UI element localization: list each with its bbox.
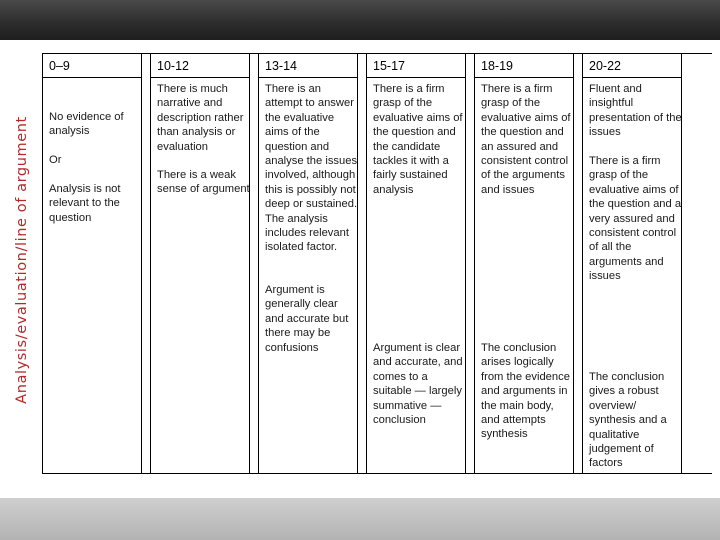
column-20-22 [582, 54, 682, 473]
criterion-text: Analysis is not relevant to the question [49, 183, 121, 224]
column-0-9 [42, 54, 142, 473]
header-divider [259, 77, 357, 78]
bottom-banner [0, 498, 720, 540]
header-divider [475, 77, 573, 78]
criterion-text: There is much narrative and description rather than analysis or evaluation [157, 83, 244, 153]
criterion-text: No evidence of analysis [49, 111, 124, 138]
column-header: 20-22 [589, 59, 621, 73]
header-divider [583, 77, 681, 78]
criterion-text: There is a firm grasp of the evaluative aims of the question and a very assured and consistent control of all the arguments and issues [589, 155, 682, 283]
mark-scheme-table [42, 53, 712, 474]
header-divider [367, 77, 465, 78]
column-header: 10-12 [157, 59, 189, 73]
criterion-text: There is a firm grasp of the evaluative aims of the question and the candidate tackles it with a fairly sustained analysis [373, 83, 463, 196]
criterion-text: There is a firm grasp of the evaluative aims of the question and an assured and consistent control of the arguments and issues [481, 83, 571, 196]
column-header: 13-14 [265, 59, 297, 73]
header-divider [43, 77, 141, 78]
column-header: 18-19 [481, 59, 513, 73]
column-18-19 [474, 54, 574, 473]
column-header: 0–9 [49, 59, 70, 73]
criterion-text: Argument is generally clear and accurate but there may be confusions [265, 284, 349, 354]
criterion-text: The conclusion arises logically from the evidence and arguments in the main body, and attempts synthesis [481, 342, 570, 441]
criterion-text: Fluent and insightful presentation of the issues [589, 83, 682, 139]
header-divider [151, 77, 249, 78]
column-15-17 [366, 54, 466, 473]
column-header: 15-17 [373, 59, 405, 73]
column-13-14 [258, 54, 358, 473]
column-10-12 [150, 54, 250, 473]
criterion-text: Argument is clear and accurate, and comes to a suitable — largely summative — conclusion [373, 342, 463, 427]
criterion-text: There is a weak sense of argument [157, 169, 250, 196]
row-label: Analysis/evaluation/line of argument [14, 116, 30, 404]
top-banner [0, 0, 720, 40]
criterion-text: Or [49, 154, 62, 166]
criterion-text: The conclusion gives a robust overview/ synthesis and a qualitative judgement of factors [589, 371, 667, 470]
criterion-text: There is an attempt to answer the evaluative aims of the question and analyse the issues involved, although this is possibly not deep or sustained. The analysis includes relevant isolated factor. [265, 83, 358, 254]
